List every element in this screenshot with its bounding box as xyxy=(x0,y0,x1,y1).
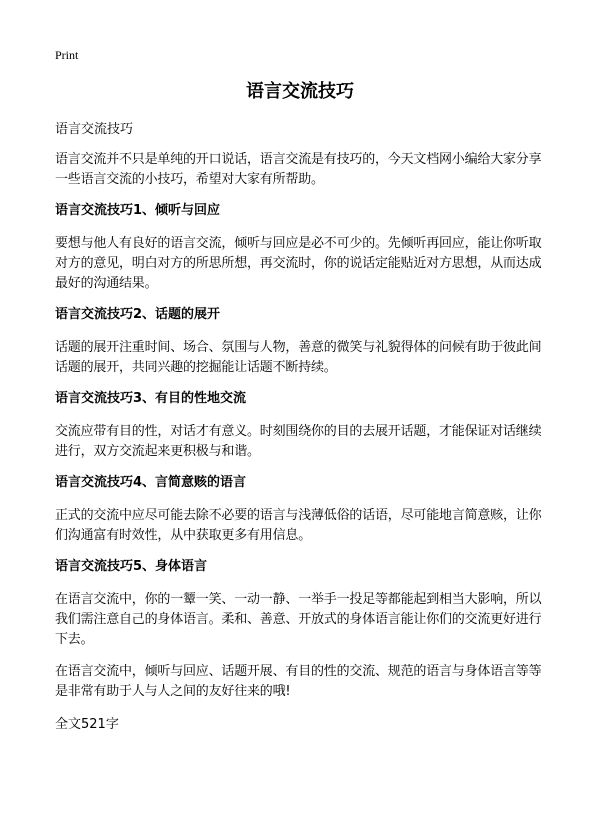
closing-paragraph: 在语言交流中，倾听与回应、话题开展、有目的性的交流、规范的语言与身体语言等等是非常有助于人与人之间的友好往来的哦! xyxy=(55,664,542,699)
section-heading-3: 语言交流技巧3、有目的性地交流 xyxy=(55,391,247,406)
section-3-paragraph: 交流应带有目的性，对话才有意义。时刻围绕你的目的去展开话题，才能保证对话继续进行，双方交流起来更积极与和谐。 xyxy=(55,424,542,459)
document-body xyxy=(55,150,552,734)
section-5-paragraph-1: 在语言交流中，你的一颦一笑、一动一静、一举手一投足等都能起到相当大影响，所以我们需注意自己的身体语言。柔和、善意、开放式的身体语言能让你们的交流更好进行下去。 xyxy=(55,592,542,647)
document-subtitle: 语言交流技巧 xyxy=(55,122,134,137)
section-2-paragraph: 话题的展开注重时间、场合、氛围与人物，善意的微笑与礼貌得体的问候有助于彼此间话题的展开，共同兴趣的挖掘能让话题不断持续。 xyxy=(55,340,542,375)
section-heading-2: 语言交流技巧2、话题的展开 xyxy=(55,307,221,322)
section-1-paragraph: 要想与他人有良好的语言交流，倾听与回应是必不可少的。先倾听再回应，能让你听取对方的意见，明白对方的所思所想，再交流时，你的说话定能贴近对方思想，从而达成最好的沟通结果。 xyxy=(55,236,542,291)
section-heading-4: 语言交流技巧4、言简意赅的语言 xyxy=(55,475,247,490)
section-heading-5: 语言交流技巧5、身体语言 xyxy=(55,559,208,574)
section-heading-1: 语言交流技巧1、倾听与回应 xyxy=(55,203,221,218)
intro-paragraph: 语言交流并不只是单纯的开口说话，语言交流是有技巧的，今天文档网小编给大家分享一些语言交流的小技巧，希望对大家有所帮助。 xyxy=(55,152,542,187)
document-title: 语言交流技巧 xyxy=(246,81,354,102)
print-label: Print xyxy=(55,48,79,62)
section-4-paragraph: 正式的交流中应尽可能去除不必要的语言与浅薄低俗的话语，尽可能地言简意赅，让你们沟通富有时效性，从中获取更多有用信息。 xyxy=(55,508,542,543)
word-count: 全文521字 xyxy=(55,717,119,732)
